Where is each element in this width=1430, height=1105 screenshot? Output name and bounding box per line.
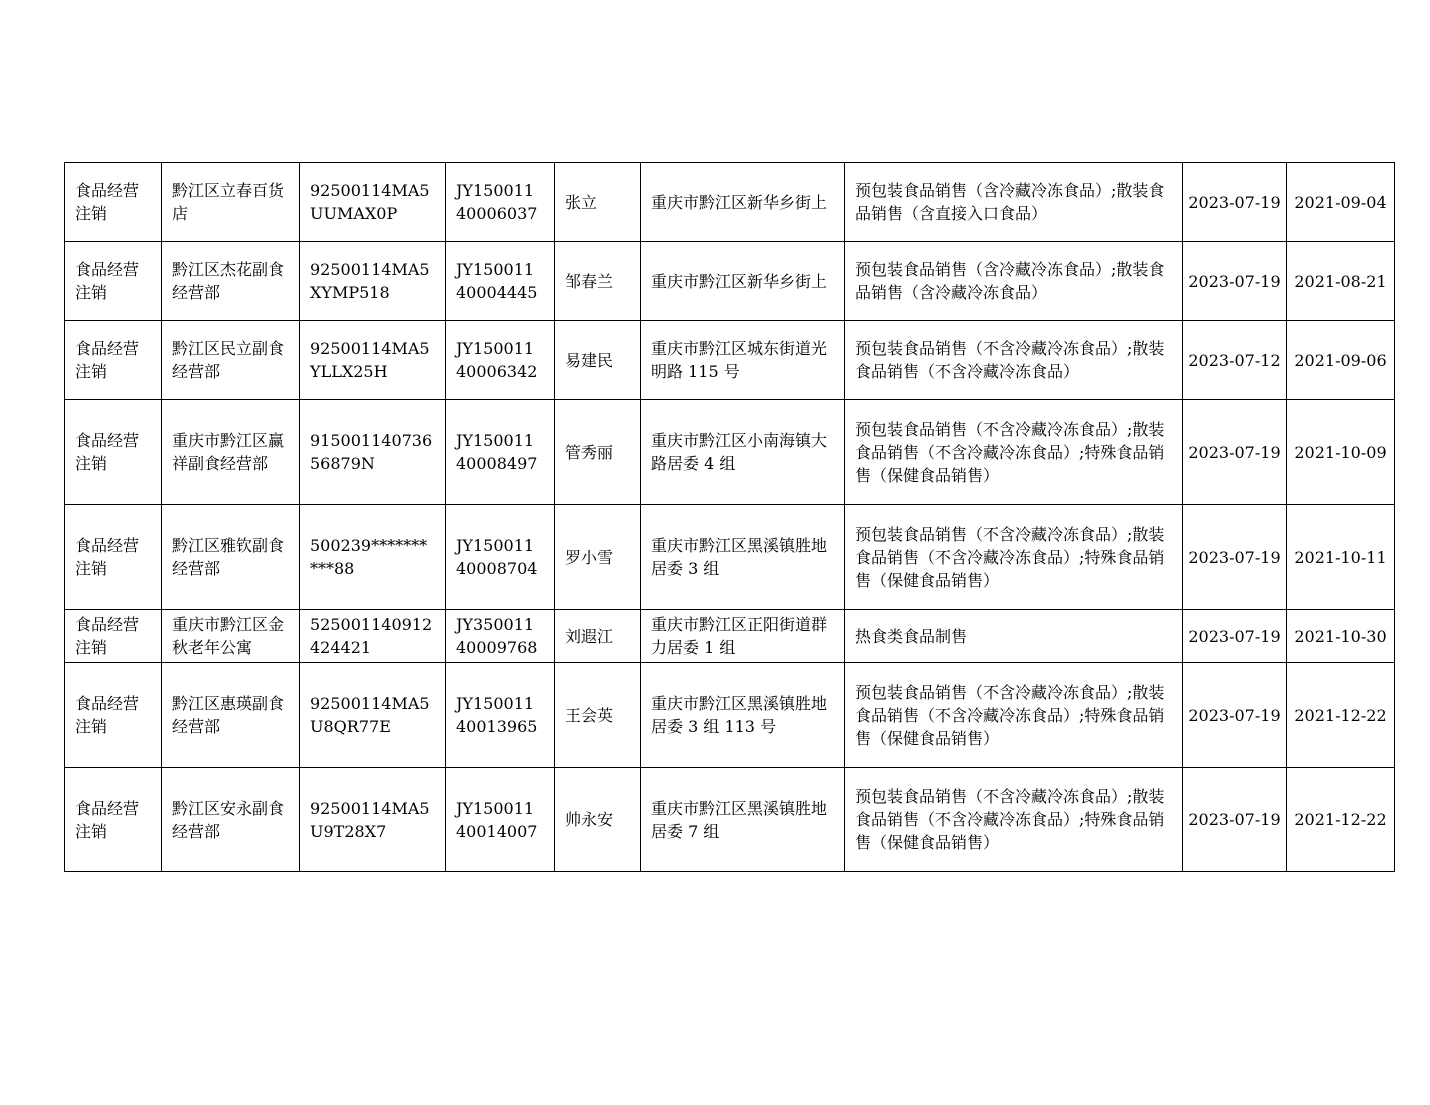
table-row: [65, 163, 1395, 242]
cell-credit-code: 91500114073656879N: [300, 400, 446, 505]
license-cancellation-table: [64, 162, 1395, 872]
cell-issue-date: 2021-12-22: [1287, 768, 1395, 872]
cell-license-number: JY15001140004445: [446, 242, 555, 321]
cell-address: 重庆市黔江区黑溪镇胜地居委 3 组 113 号: [641, 663, 845, 768]
table-row: [65, 663, 1395, 768]
cell-business-scope: 预包装食品销售（不含冷藏冷冻食品）;散装食品销售（不含冷藏冷冻食品）;特殊食品销售（保健食品销售）: [845, 505, 1183, 610]
cell-license-number: JY15001140014007: [446, 768, 555, 872]
cell-business-scope: 热食类食品制售: [845, 610, 1183, 663]
cell-type: 食品经营注销: [65, 163, 162, 242]
cell-business-scope: 预包装食品销售（不含冷藏冷冻食品）;散装食品销售（不含冷藏冷冻食品）;特殊食品销售（保健食品销售）: [845, 768, 1183, 872]
cell-address: 重庆市黔江区黑溪镇胜地居委 7 组: [641, 768, 845, 872]
cell-business-name: 黔江区杰花副食经营部: [162, 242, 300, 321]
cell-license-number: JY15001140008704: [446, 505, 555, 610]
cell-type: 食品经营注销: [65, 400, 162, 505]
cell-license-number: JY15001140006342: [446, 321, 555, 400]
cell-address: 重庆市黔江区新华乡街上: [641, 163, 845, 242]
cell-license-number: JY15001140008497: [446, 400, 555, 505]
table-row: [65, 400, 1395, 505]
cell-type: 食品经营注销: [65, 610, 162, 663]
table-row: [65, 321, 1395, 400]
cell-type: 食品经营注销: [65, 768, 162, 872]
cell-issue-date: 2021-10-09: [1287, 400, 1395, 505]
cell-credit-code: 92500114MA5UUMAX0P: [300, 163, 446, 242]
cell-credit-code: 92500114MA5XYMP518: [300, 242, 446, 321]
cell-type: 食品经营注销: [65, 663, 162, 768]
cell-cancel-date: 2023-07-19: [1183, 610, 1287, 663]
table-row: [65, 505, 1395, 610]
cell-business-name: 黔江区民立副食经营部: [162, 321, 300, 400]
cell-cancel-date: 2023-07-19: [1183, 400, 1287, 505]
cell-issue-date: 2021-09-04: [1287, 163, 1395, 242]
cell-issue-date: 2021-09-06: [1287, 321, 1395, 400]
cell-cancel-date: 2023-07-12: [1183, 321, 1287, 400]
cell-legal-person: 管秀丽: [555, 400, 641, 505]
cell-legal-person: 易建民: [555, 321, 641, 400]
cell-license-number: JY15001140013965: [446, 663, 555, 768]
cell-business-scope: 预包装食品销售（含冷藏冷冻食品）;散装食品销售（含冷藏冷冻食品）: [845, 242, 1183, 321]
cell-credit-code: 92500114MA5U9T28X7: [300, 768, 446, 872]
table-row: [65, 242, 1395, 321]
cell-issue-date: 2021-12-22: [1287, 663, 1395, 768]
cell-business-scope: 预包装食品销售（不含冷藏冷冻食品）;散装食品销售（不含冷藏冷冻食品）;特殊食品销售（保健食品销售）: [845, 663, 1183, 768]
table-row: [65, 768, 1395, 872]
cell-legal-person: 刘遐江: [555, 610, 641, 663]
cell-business-scope: 预包装食品销售（含冷藏冷冻食品）;散装食品销售（含直接入口食品）: [845, 163, 1183, 242]
cell-credit-code: 500239**********88: [300, 505, 446, 610]
cell-cancel-date: 2023-07-19: [1183, 242, 1287, 321]
cell-issue-date: 2021-10-11: [1287, 505, 1395, 610]
cell-address: 重庆市黔江区黑溪镇胜地居委 3 组: [641, 505, 845, 610]
cell-type: 食品经营注销: [65, 242, 162, 321]
cell-type: 食品经营注销: [65, 505, 162, 610]
cell-business-name: 黔江区安永副食经营部: [162, 768, 300, 872]
cell-business-scope: 预包装食品销售（不含冷藏冷冻食品）;散装食品销售（不含冷藏冷冻食品）;特殊食品销售（保健食品销售）: [845, 400, 1183, 505]
cell-cancel-date: 2023-07-19: [1183, 768, 1287, 872]
table-row: [65, 610, 1395, 663]
cell-cancel-date: 2023-07-19: [1183, 663, 1287, 768]
cell-address: 重庆市黔江区新华乡街上: [641, 242, 845, 321]
cell-business-name: 黔江区立春百货店: [162, 163, 300, 242]
cell-legal-person: 张立: [555, 163, 641, 242]
cell-cancel-date: 2023-07-19: [1183, 163, 1287, 242]
cell-address: 重庆市黔江区正阳街道群力居委 1 组: [641, 610, 845, 663]
cell-type: 食品经营注销: [65, 321, 162, 400]
cell-business-name: 黔江区雅钦副食经营部: [162, 505, 300, 610]
cell-business-scope: 预包装食品销售（不含冷藏冷冻食品）;散装食品销售（不含冷藏冷冻食品）: [845, 321, 1183, 400]
cell-business-name: 重庆市黔江区赢祥副食经营部: [162, 400, 300, 505]
cell-credit-code: 92500114MA5U8QR77E: [300, 663, 446, 768]
cell-legal-person: 邹春兰: [555, 242, 641, 321]
cell-legal-person: 罗小雪: [555, 505, 641, 610]
cell-legal-person: 王会英: [555, 663, 641, 768]
cell-cancel-date: 2023-07-19: [1183, 505, 1287, 610]
cell-address: 重庆市黔江区小南海镇大路居委 4 组: [641, 400, 845, 505]
cell-issue-date: 2021-10-30: [1287, 610, 1395, 663]
cell-business-name: 重庆市黔江区金秋老年公寓: [162, 610, 300, 663]
cell-license-number: JY35001140009768: [446, 610, 555, 663]
cell-license-number: JY15001140006037: [446, 163, 555, 242]
cell-business-name: 黔江区惠瑛副食经营部: [162, 663, 300, 768]
cell-credit-code: 525001140912424421: [300, 610, 446, 663]
cell-address: 重庆市黔江区城东街道光明路 115 号: [641, 321, 845, 400]
cell-legal-person: 帅永安: [555, 768, 641, 872]
cell-issue-date: 2021-08-21: [1287, 242, 1395, 321]
cell-credit-code: 92500114MA5YLLX25H: [300, 321, 446, 400]
